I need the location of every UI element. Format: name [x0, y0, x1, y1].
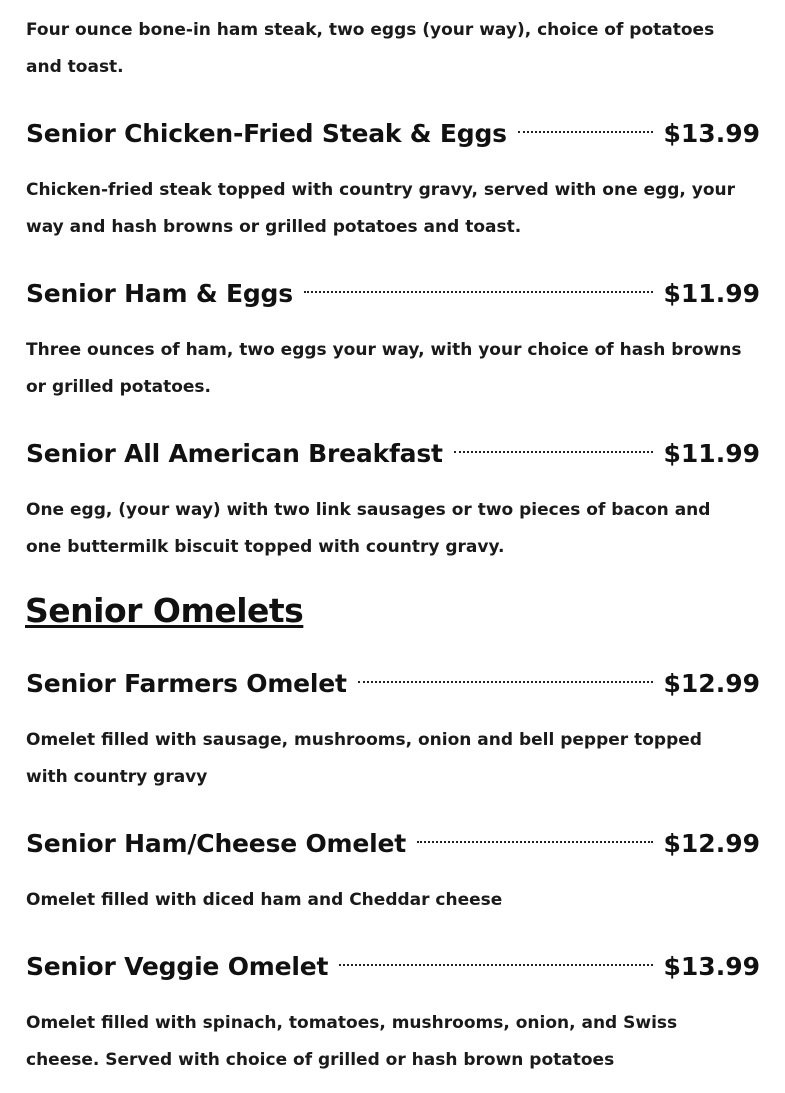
item-description: Omelet filled with diced ham and Cheddar cheese: [26, 890, 503, 910]
dotted-leader: [339, 964, 652, 966]
item-description: Omelet filled with spinach, tomatoes, mushrooms, onion, and Swiss cheese. Served with choice of grilled or hash brown potatoes: [26, 1013, 678, 1070]
item-name: Senior Chicken-Fried Steak & Eggs: [26, 118, 507, 148]
menu-item-farmers-omelet: [26, 665, 760, 701]
menu-item-ham-cheese-omelet: [26, 825, 760, 861]
item-price: $12.99: [663, 828, 760, 858]
menu-item-veggie-omelet: [26, 948, 760, 984]
item-name: Senior Farmers Omelet: [26, 668, 347, 698]
dotted-leader: [454, 451, 653, 453]
item-price: $11.99: [663, 438, 760, 468]
dotted-leader: [518, 131, 653, 133]
item-description: Omelet filled with sausage, mushrooms, onion and bell pepper topped with country gravy: [26, 730, 702, 787]
menu-item-chicken-fried-steak: [26, 115, 760, 151]
section-heading-senior-omelets: Senior Omelets: [25, 591, 304, 630]
item-name: Senior Ham & Eggs: [26, 278, 293, 308]
item-price: $13.99: [663, 951, 760, 981]
item-description: Chicken-fried steak topped with country gravy, served with one egg, your way and hash browns or grilled potatoes and toast.: [26, 180, 736, 237]
menu-item-ham-eggs: [26, 275, 760, 311]
item-price: $11.99: [663, 278, 760, 308]
item-price: $13.99: [663, 118, 760, 148]
item-description: One egg, (your way) with two link sausages or two pieces of bacon and one buttermilk biscuit topped with country gravy.: [26, 500, 711, 557]
dotted-leader: [358, 681, 653, 683]
item-description: Three ounces of ham, two eggs your way, with your choice of hash browns or grilled potatoes.: [26, 340, 742, 397]
item-description-ham-steak: Four ounce bone-in ham steak, two eggs (your way), choice of potatoes and toast.: [26, 20, 715, 77]
item-name: Senior Veggie Omelet: [26, 951, 329, 981]
menu-item-all-american-breakfast: [26, 435, 760, 471]
dotted-leader: [417, 841, 652, 843]
item-name: Senior All American Breakfast: [26, 438, 443, 468]
item-price: $12.99: [663, 668, 760, 698]
item-name: Senior Ham/Cheese Omelet: [26, 828, 407, 858]
dotted-leader: [304, 291, 653, 293]
